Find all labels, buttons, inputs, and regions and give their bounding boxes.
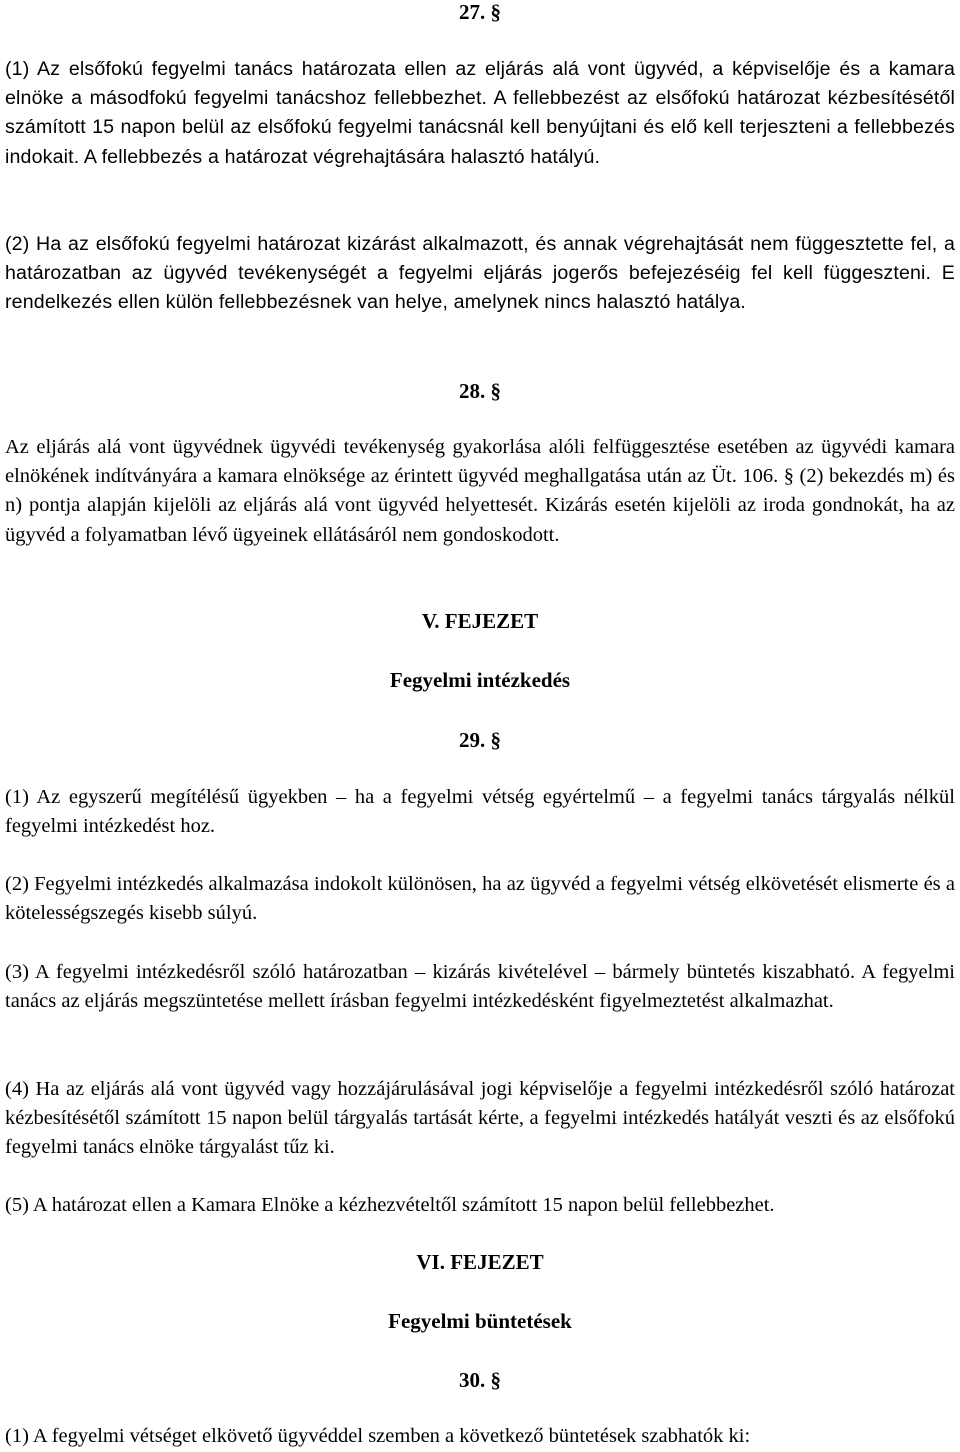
chapter-heading-v: V. FEJEZET	[421, 609, 539, 633]
paragraph-29-1: (1) Az egyszerű megítélésű ügyekben – ha a fegyelmi vétség egyértelmű – a fegyelmi tanács tárgyalás nélkül fegyelmi intézkedést hoz.	[5, 786, 955, 838]
section-heading-27: 27. §	[459, 0, 501, 24]
paragraph-30-1: (1) A fegyelmi vétséget elkövető ügyvéddel szemben a következő büntetések szabhatók ki:	[5, 1425, 751, 1447]
paragraph-27-2: (2) Ha az elsőfokú fegyelmi határozat kizárást alkalmazott, és annak végrehajtását nem függesztette fel, a határozatban az ügyvéd tevékenységét a fegyelmi eljárás jogerős befejezéséig fel kell függeszteni. E rendelkezés ellen külön fellebbezésnek van helye, amelynek nincs halasztó hatálya.	[5, 233, 955, 314]
paragraph-29-3: (3) A fegyelmi intézkedésről szóló határozatban – kizárás kivételével – bármely büntetés kiszabható. A fegyelmi tanács az eljárás megszüntetése mellett írásban fegyelmi intézkedésként figyelmeztetést alkalmazhat.	[5, 961, 955, 1013]
chapter-title-fegyelmi-buntetesek: Fegyelmi büntetések	[388, 1309, 572, 1333]
chapter-heading-vi: VI. FEJEZET	[416, 1250, 544, 1274]
paragraph-29-5: (5) A határozat ellen a Kamara Elnöke a kézhezvételtől számított 15 napon belül fellebbezhet.	[5, 1194, 775, 1216]
paragraph-29-4: (4) Ha az eljárás alá vont ügyvéd vagy hozzájárulásával jogi képviselője a fegyelmi intézkedésről szóló határozat kézbesítésétől számított 15 napon belül tárgyalás tartását kérte, a fegyelmi intézkedés hatályát veszti és az elsőfokú fegyelmi tanács elnöke tárgyalást tűz ki.	[5, 1078, 955, 1159]
chapter-title-fegyelmi-intezkedes: Fegyelmi intézkedés	[389, 668, 571, 692]
section-heading-30: 30. §	[459, 1368, 501, 1392]
paragraph-28: Az eljárás alá vont ügyvédnek ügyvédi tevékenység gyakorlása alóli felfüggesztése esetében az ügyvédi kamara elnökének indítványára a kamara elnöksége az érintett ügyvéd meghallgatása után az Üt. 106. § (2) bekezdés m) és n) pontja alapján kijelöli az eljárás alá vont ügyvéd helyettesét. Kizárás esetén kijelöli az iroda gondnokát, ha az ügyvéd a folyamatban lévő ügyeinek ellátásáról nem gondoskodott.	[5, 436, 955, 546]
paragraph-29-2: (2) Fegyelmi intézkedés alkalmazása indokolt különösen, ha az ügyvéd a fegyelmi vétség elkövetését elismerte és a kötelességszegés kisebb súlyú.	[5, 873, 955, 925]
section-heading-28: 28. §	[459, 379, 501, 403]
section-heading-29: 29. §	[459, 728, 501, 752]
paragraph-27-1: (1) Az elsőfokú fegyelmi tanács határozata ellen az eljárás alá vont ügyvéd, a képviselője és a kamara elnöke a másodfokú fegyelmi tanácshoz fellebbezhet. A fellebbezést az elsőfokú határozat kézbesítésétől számított 15 napon belül az elsőfokú fegyelmi tanácsnál kell benyújtani és elő kell terjeszteni a fellebbezés indokait. A fellebbezés a határozat végrehajtására halasztó hatályú.	[5, 58, 955, 168]
